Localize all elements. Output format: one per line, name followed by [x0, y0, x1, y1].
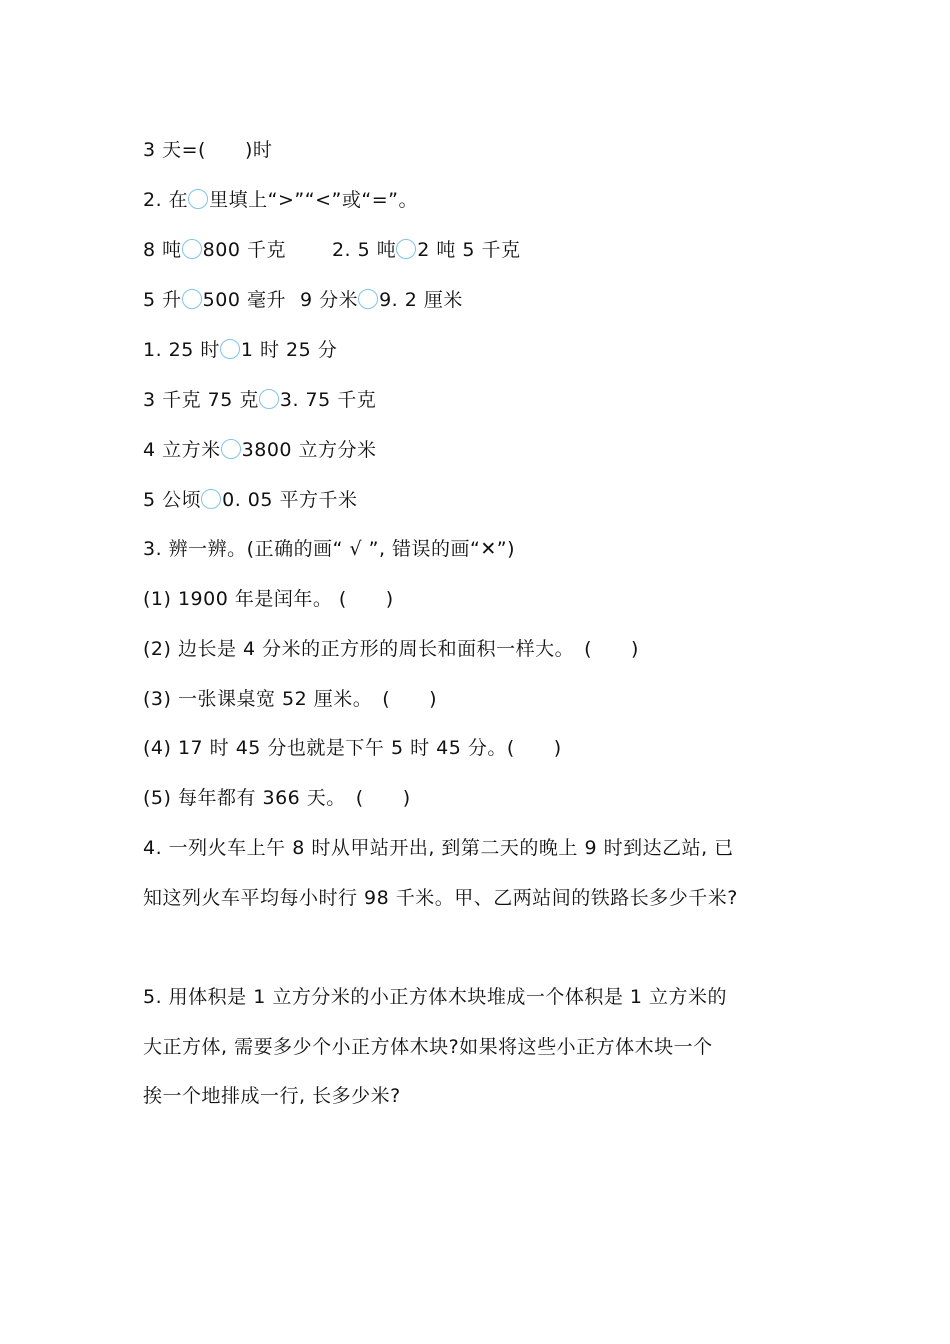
compare-left: 5 公顷	[143, 489, 202, 511]
compare-right: 500 毫升	[202, 289, 286, 311]
judge-item-5: (5) 每年都有 366 天。 ( )	[143, 787, 411, 809]
compare-right: 3800 立方分米	[241, 439, 377, 461]
compare-row-2	[143, 288, 850, 312]
q4-line-2: 知这列火车平均每小时行 98 千米。甲、乙两站间的铁路长多少千米?	[143, 887, 738, 909]
q5-line-3: 挨一个地排成一行, 长多少米?	[143, 1085, 401, 1107]
q2-title	[143, 188, 850, 212]
q1-last-item: 3 天=( )时	[143, 139, 273, 161]
compare-right: 2 吨 5 千克	[417, 239, 521, 261]
compare-left: 9 分米	[299, 289, 359, 311]
judge-item-2: (2) 边长是 4 分米的正方形的周长和面积一样大。 ( )	[143, 638, 639, 660]
compare-right: 1 时 25 分	[240, 339, 338, 361]
compare-left: 4 立方米	[143, 439, 221, 461]
compare-row-6	[143, 488, 850, 512]
compare-circle[interactable]	[220, 339, 240, 359]
compare-row-3	[143, 338, 850, 362]
q4-line-1: 4. 一列火车上午 8 时从甲站开出, 到第二天的晚上 9 时到达乙站, 已	[143, 837, 734, 859]
compare-left: 1. 25 时	[143, 339, 220, 361]
compare-row-4	[143, 388, 850, 412]
q3-title: 3. 辨一辨。(正确的画“ √ ”, 错误的画“✕”)	[143, 538, 516, 560]
compare-circle[interactable]	[259, 389, 279, 409]
compare-circle[interactable]	[221, 439, 241, 459]
compare-row-1	[143, 238, 850, 262]
compare-left: 2. 5 吨	[331, 239, 397, 261]
compare-row-5	[143, 438, 850, 462]
compare-circle[interactable]	[358, 289, 378, 309]
judge-item-4: (4) 17 时 45 分也就是下午 5 时 45 分。( )	[143, 737, 562, 759]
compare-left: 3 千克 75 克	[143, 389, 259, 411]
compare-right: 0. 05 平方千米	[222, 489, 358, 511]
compare-circle[interactable]	[396, 239, 416, 259]
compare-right: 800 千克	[202, 239, 286, 261]
compare-circle	[188, 189, 208, 209]
compare-circle[interactable]	[182, 289, 202, 309]
compare-left: 8 吨	[143, 239, 182, 261]
q5-line-1: 5. 用体积是 1 立方分米的小正方体木块堆成一个体积是 1 立方米的	[143, 986, 728, 1008]
compare-right: 3. 75 千克	[279, 389, 377, 411]
q5-line-2: 大正方体, 需要多少个小正方体木块?如果将这些小正方体木块一个	[143, 1036, 713, 1058]
compare-left: 5 升	[143, 289, 182, 311]
compare-right: 9. 2 厘米	[379, 289, 463, 311]
q2-title-start: 2. 在	[143, 189, 189, 211]
compare-circle[interactable]	[201, 489, 221, 509]
judge-item-3: (3) 一张课桌宽 52 厘米。 ( )	[143, 688, 438, 710]
compare-circle[interactable]	[182, 239, 202, 259]
judge-item-1: (1) 1900 年是闰年。 ( )	[143, 588, 394, 610]
q2-title-end: 里填上“>”“<”或“=”。	[209, 189, 418, 211]
